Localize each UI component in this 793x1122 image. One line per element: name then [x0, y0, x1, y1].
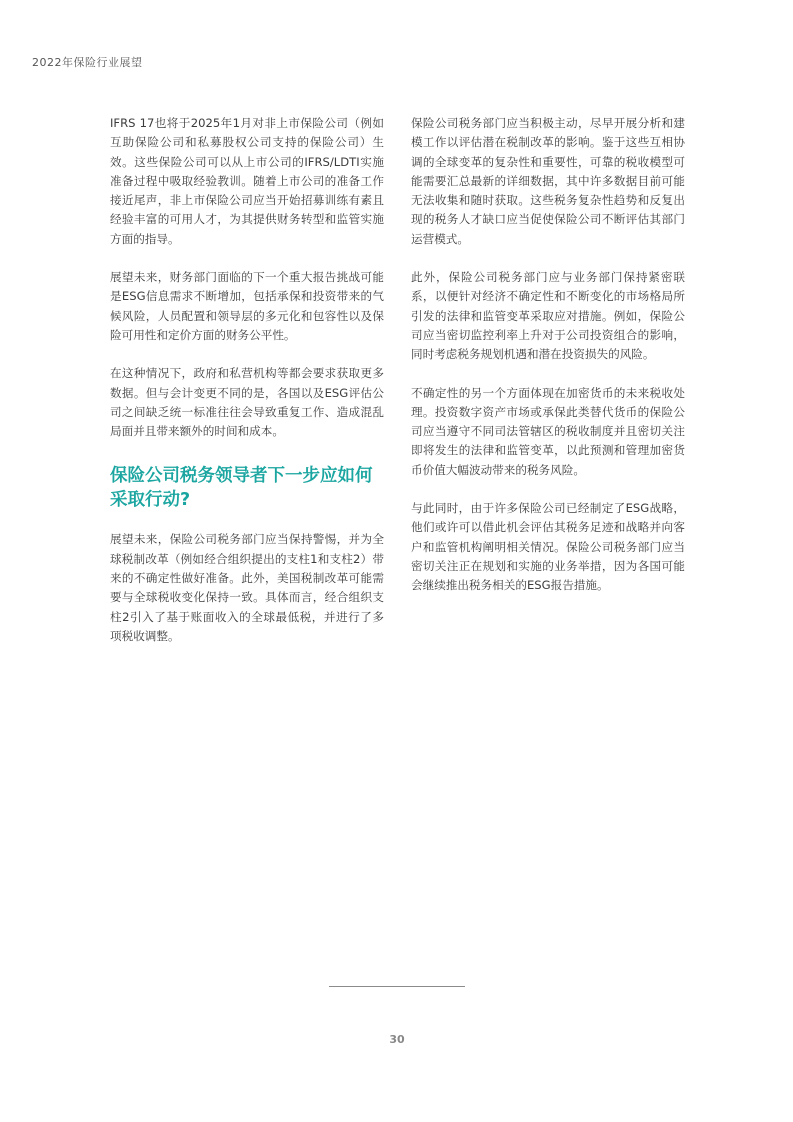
- paragraph-data-requirements: 在这种情况下，政府和私营机构等都会要求获取更多数据。但与会计变更不同的是，各国以及ESG评估公司之间缺乏统一标准往往会导致重复工作、造成混乱局面并且带来额外的时间和成本。: [110, 366, 384, 439]
- section-heading-tax-leaders: 保险公司税务领导者下一步应如何采取行动?: [110, 466, 373, 511]
- left-column: [110, 114, 384, 665]
- paragraph-tax-modeling: 保险公司税务部门应当积极主动，尽早开展分析和建模工作以评估潜在税制改革的影响。鉴于这些互相协调的全球变革的复杂性和重要性，可靠的税收模型可能需要汇总最新的详细数据，其中许多数据目前可能无法收集和随时获取。这些税务复杂性趋势和反复出现的税务人才缺口应当促使保险公司不断评估其部门运营模式。: [411, 116, 685, 246]
- report-title: 2022年保险行业展望: [32, 56, 143, 69]
- right-column: [411, 114, 685, 615]
- paragraph-global-tax-reform: 展望未来，保险公司税务部门应当保持警惕，并为全球税制改革（例如经合组织提出的支柱1和支柱2）带来的不确定性做好准备。此外，美国税制改革可能需要与全球税收变化保持一致。具体而言，经合组织支柱2引入了基于账面收入的全球最低税，并进行了多项税收调整。: [110, 532, 384, 643]
- paragraph-ifrs17: IFRS 17也将于2025年1月对非上市保险公司（例如互助保险公司和私募股权公司支持的保险公司）生效。这些保险公司可以从上市公司的IFRS/LDTI实施准备过程中吸取经验教训。随着上市公司的准备工作接近尾声，非上市保险公司应当开始招募训练有素且经验丰富的可用人才，为其提供财务转型和监管实施方面的指导。: [110, 116, 384, 246]
- paragraph-esg-tax: 与此同时，由于许多保险公司已经制定了ESG战略，他们或许可以借此机会评估其税务足迹和战略并向客户和监管机构阐明相关情况。保险公司税务部门应当密切关注正在规划和实施的业务举措，因为各国可能会继续推出税务相关的ESG报告措施。: [411, 501, 685, 593]
- footer-divider: [329, 986, 465, 987]
- paragraph-esg-reporting: 展望未来，财务部门面临的下一个重大报告挑战可能是ESG信息需求不断增加，包括承保和投资带来的气候风险，人员配置和领导层的多元化和包容性以及保险可用性和定价方面的财务公平性。: [110, 270, 384, 342]
- paragraph-business-coordination: 此外，保险公司税务部门应与业务部门保持紧密联系，以便针对经济不确定性和不断变化的市场格局所引发的法律和监管变革采取应对措施。例如，保险公司应当密切监控利率上升对于公司投资组合的影响，同时考虑税务规划机遇和潜在投资损失的风险。: [411, 270, 685, 362]
- page-number: 30: [389, 1033, 405, 1046]
- paragraph-crypto-tax: 不确定性的另一个方面体现在加密货币的未来税收处理。投资数字资产市场或承保此类替代货币的保险公司应当遵守不同司法管辖区的税收制度并且密切关注即将发生的法律和监管变革，以此预测和管理加密货币价值大幅波动带来的税务风险。: [411, 385, 685, 477]
